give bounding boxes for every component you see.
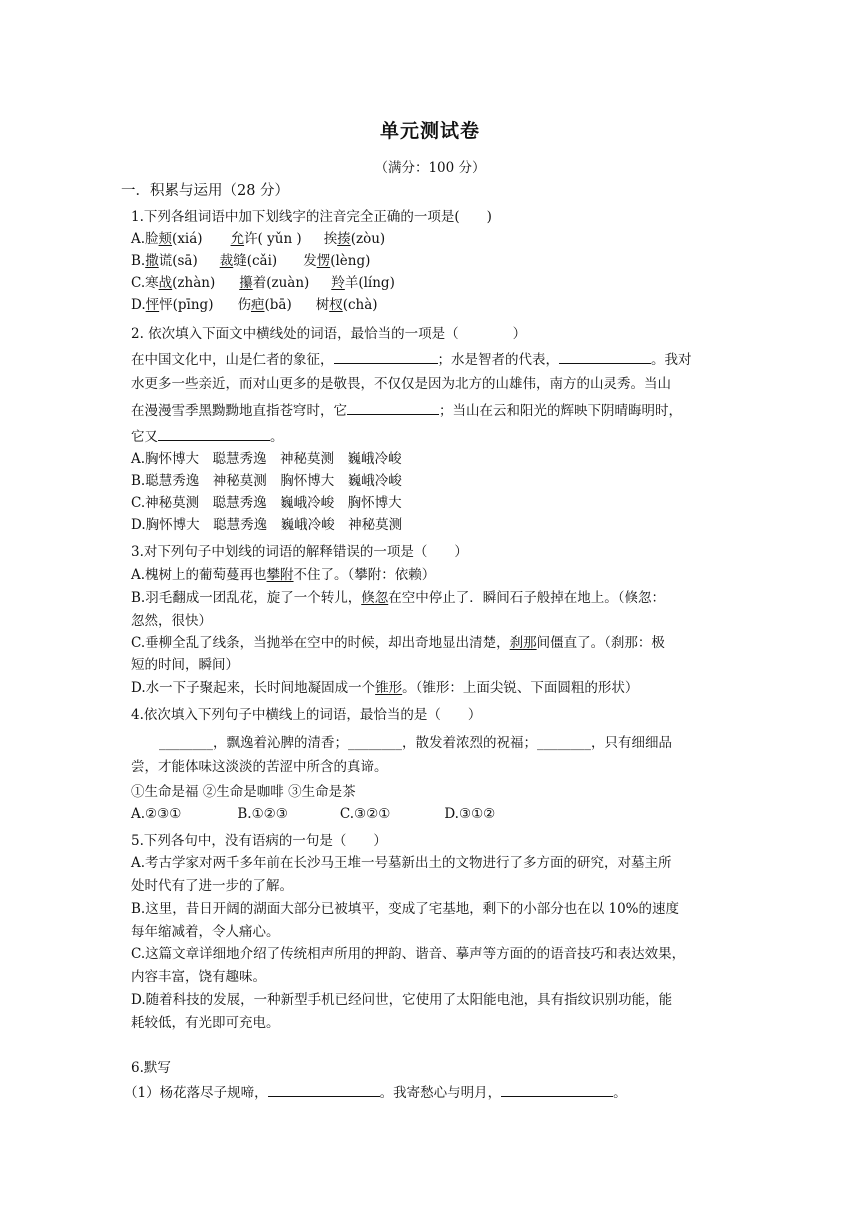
option-text: 谎(sā) (158, 253, 198, 269)
underlined-char: 羚 (331, 275, 345, 291)
underlined-char: 裁 (219, 253, 234, 269)
option-text: 许( yǔn ) (244, 231, 302, 247)
question-3-stem: 3.对下列句子中划线的词语的解释错误的一项是（ ） (131, 544, 468, 560)
question-2-passage-line (131, 426, 284, 447)
passage-text: 在中国文化中，山是仁者的象征， (131, 352, 334, 368)
option-text: 伤 (237, 297, 251, 313)
option-text: 间僵直了。（刹那：极 (536, 635, 665, 651)
option-text: D. (131, 297, 146, 313)
option-text: 不住了。（攀附：依赖） (293, 567, 436, 583)
underlined-word: 倏忽 (361, 590, 389, 606)
question-2-option-c: C.神秘莫测 聪慧秀逸 巍峨冷峻 胸怀博大 (131, 495, 402, 511)
underlined-char: 允 (230, 231, 245, 247)
question-3-option-a (131, 565, 435, 585)
passage-text: 在漫漫雪季黑黝黝地直指苍穹时，它 (131, 403, 347, 419)
option-b: B.①②③ (237, 806, 288, 822)
question-4-sentence: ________，飘逸着沁脾的清香；________，散发着浓烈的祝福；________，只有细细品 (159, 735, 672, 751)
underlined-char: 愣 (316, 253, 331, 269)
option-text: (zhàn) (172, 275, 216, 291)
question-5-option-c: C.这篇文章详细地介绍了传统相声所用的押韵、谐音、摹声等方面的的语音技巧和表达效果， (131, 946, 686, 962)
question-5-option-a-cont: 处时代有了进一步的了解。 (131, 878, 293, 894)
option-text: 羊(líng) (344, 275, 395, 291)
option-text: 着(zuàn) (252, 275, 310, 291)
question-2-stem: 2. 依次填入下面文中横线处的词语，最恰当的一项是（ ） (131, 326, 527, 342)
option-text: 缝(cǎi) (233, 253, 278, 269)
underlined-word: 攀附 (266, 567, 294, 583)
question-1-option-c (131, 273, 395, 293)
section-heading: 一．积累与运用（28 分） (121, 183, 290, 199)
passage-text: 。 (270, 429, 284, 445)
question-5-option-d-cont: 耗较低，有光即可充电。 (131, 1015, 280, 1031)
option-text: A.脸 (131, 231, 159, 247)
question-2-option-b: B.聪慧秀逸 神秘莫测 胸怀博大 巍峨冷峻 (131, 473, 402, 489)
passage-text: 它又 (131, 429, 158, 445)
question-6-item-1 (124, 1082, 627, 1103)
fill-blank (559, 349, 651, 364)
passage-text: 。我对 (651, 352, 692, 368)
underlined-char: 颊 (158, 231, 173, 247)
option-text: 怦(pīng) (159, 297, 214, 313)
option-text: C.寒 (131, 275, 159, 291)
option-text: (chà) (342, 297, 378, 313)
option-text: 树 (315, 297, 330, 313)
option-text: 。（锥形：上面尖锐、下面圆粗的形状） (402, 680, 639, 696)
underlined-char: 疤 (250, 297, 265, 313)
fill-blank (158, 426, 270, 441)
underlined-char: 杈 (329, 297, 343, 313)
option-text: C.垂柳全乱了线条，当抛举在空中的时候，却出奇地显出清楚， (131, 635, 510, 651)
dictation-text: 。我寄愁心与明月， (379, 1085, 502, 1101)
option-text: (lèng) (330, 253, 371, 269)
option-text: D.水一下子聚起来，长时间地凝固成一个 (131, 680, 376, 696)
option-c: C.③②① (339, 806, 391, 822)
option-d: D.③①② (444, 806, 496, 822)
option-text: (bā) (264, 297, 292, 313)
question-5-option-c-cont: 内容丰富，饶有趣味。 (131, 969, 266, 985)
option-text: (zòu) (350, 231, 386, 247)
question-3-option-b-cont: 忽然，很快） (131, 613, 212, 629)
underlined-char: 揍 (337, 231, 351, 247)
dictation-text: 。 (613, 1085, 627, 1101)
question-5-option-d: D.随着科技的发展，一种新型手机已经问世，它使用了太阳能电池，具有指纹识别功能，能 (131, 992, 673, 1008)
question-2-option-d: D.胸怀博大 聪慧秀逸 巍峨冷峻 神秘莫测 (131, 517, 403, 533)
option-text: A.槐树上的葡萄蔓再也 (131, 567, 267, 583)
underlined-char: 怦 (145, 297, 160, 313)
question-2-passage-line: 水更多一些亲近，而对山更多的是敬畏，不仅仅是因为北方的山雄伟，南方的山灵秀。当山 (131, 376, 671, 392)
page-title: 单元测试卷 (379, 120, 480, 142)
underlined-word: 刹那 (509, 635, 537, 651)
question-4-stem: 4.依次填入下列句子中横线上的词语，最恰当的是（ ） (131, 707, 482, 723)
question-5-stem: 5.下列各句中，没有语病的一句是（ ） (131, 833, 387, 849)
option-text: 发 (303, 253, 317, 269)
question-2-option-a: A.胸怀博大 聪慧秀逸 神秘莫测 巍峨冷峻 (131, 451, 402, 467)
question-3-option-d (131, 678, 638, 698)
passage-text: ；水是智者的代表， (437, 352, 559, 368)
question-3-option-b (131, 588, 665, 608)
underlined-char: 撒 (145, 253, 159, 269)
question-3-option-c-cont: 短的时间，瞬间） (131, 657, 239, 673)
question-4-items: ①生命是福 ②生命是咖啡 ③生命是茶 (131, 784, 356, 800)
fill-blank (334, 349, 438, 364)
option-text: B. (131, 253, 146, 269)
question-5-option-a: A.考古学家对两千多年前在长沙马王堆一号墓新出土的文物进行了多方面的研究，对墓主所 (131, 855, 672, 871)
fill-blank (268, 1082, 380, 1097)
question-3-option-c (131, 633, 665, 653)
question-1-option-a (131, 229, 385, 249)
option-a: A.②③① (131, 806, 182, 822)
fill-blank (347, 400, 439, 415)
option-text: 在空中停止了．瞬间石子般掉在地上。（倏忽： (388, 590, 665, 606)
dictation-text: （1）杨花落尽子规啼， (124, 1085, 268, 1101)
question-4-options (131, 804, 495, 824)
question-5-option-b-cont: 每年缩减着，令人痛心。 (131, 924, 280, 940)
underlined-word: 锥形 (375, 680, 403, 696)
option-text: 挨 (323, 231, 338, 247)
question-6-stem: 6.默写 (131, 1060, 171, 1076)
passage-text: ；当山在云和阳光的辉映下阴晴晦明时， (439, 403, 682, 419)
fill-blank (501, 1082, 613, 1097)
question-1-option-d (131, 295, 378, 315)
option-text: (xiá) (172, 231, 203, 247)
question-1-option-b (131, 251, 370, 271)
question-2-passage-line (131, 400, 682, 421)
full-score-note: （满分：100 分） (374, 160, 486, 176)
underlined-char: 战 (158, 275, 173, 291)
question-5-option-b: B.这里，昔日开阔的湖面大部分已被填平，变成了宅基地，剩下的小部分也在以 10%的速度 (131, 901, 680, 917)
option-text: B.羽毛翻成一团乱花，旋了一个转儿， (131, 590, 362, 606)
underlined-char: 攥 (239, 275, 253, 291)
question-1-stem: 1.下列各组词语中加下划线字的注音完全正确的一项是( ) (131, 209, 492, 225)
question-2-passage-line (131, 349, 692, 370)
question-4-sentence-cont: 尝，才能体味这淡淡的苦涩中所含的真谛。 (131, 759, 388, 775)
